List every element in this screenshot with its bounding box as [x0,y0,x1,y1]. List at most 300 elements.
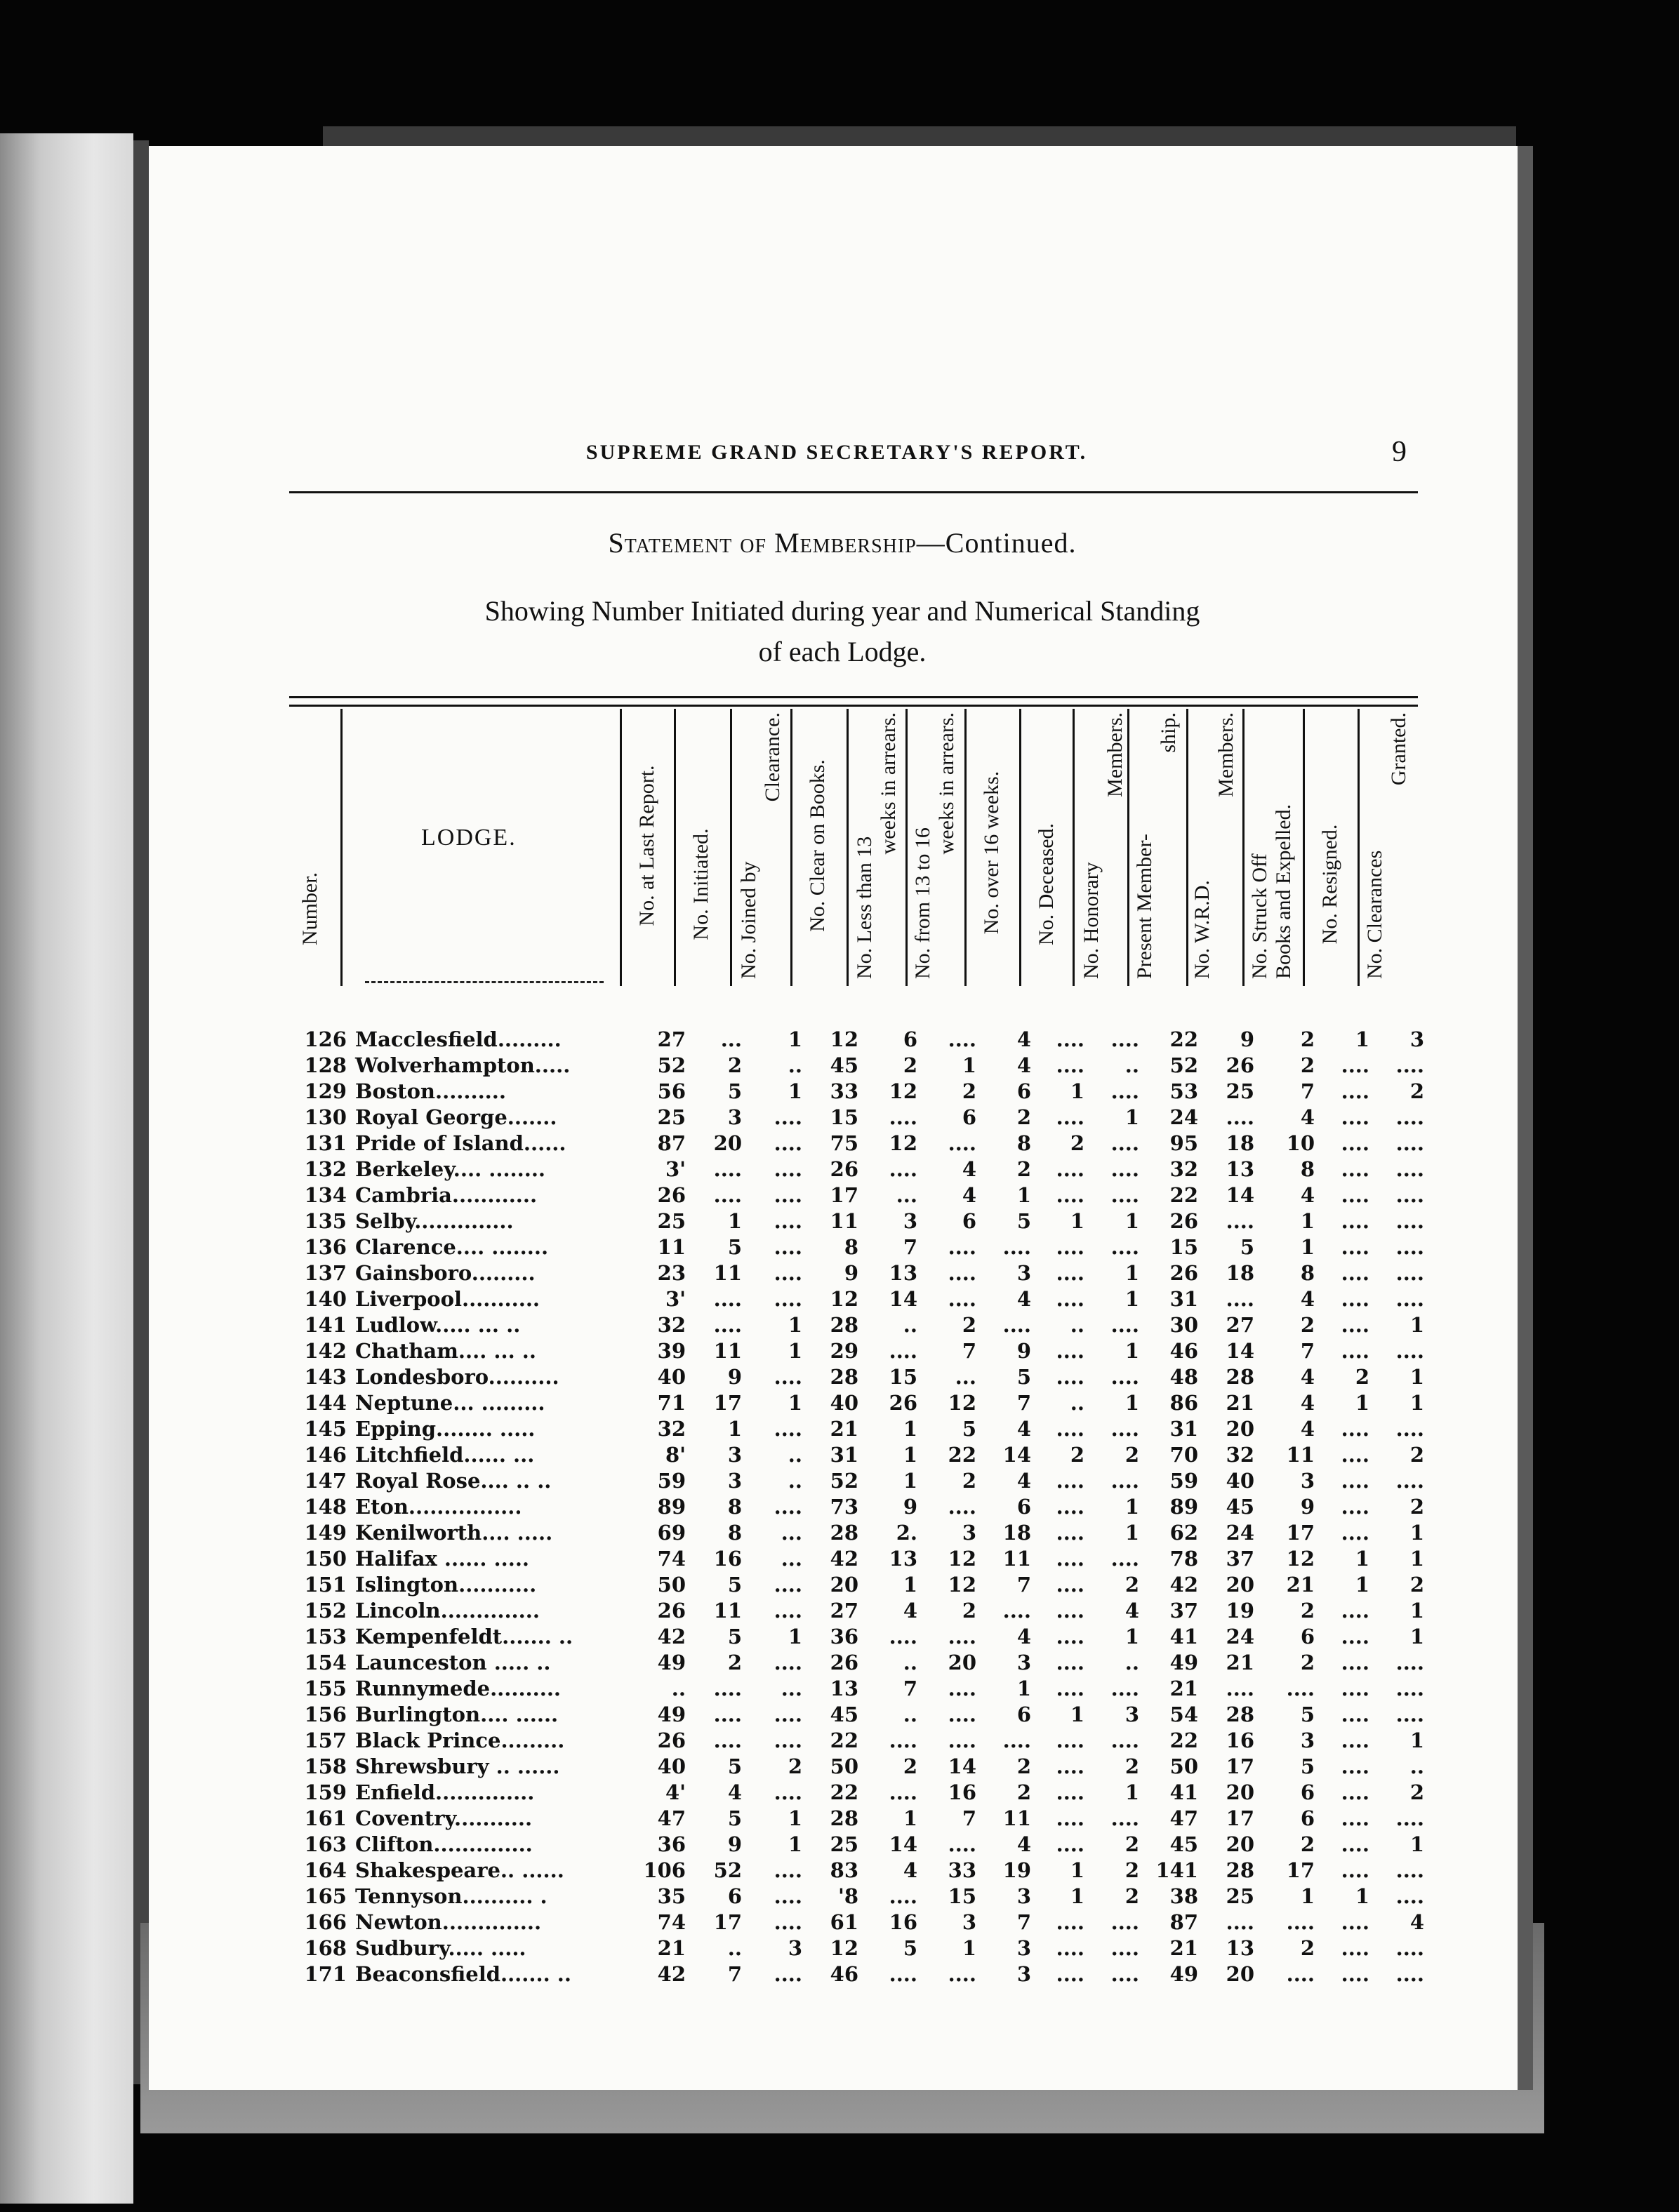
cell-struck: 2 [1300,1599,1315,1623]
lodge-number: 159 [304,1780,347,1804]
cell-init: .... [713,1703,742,1726]
lodge-name: Epping........ ..... [355,1417,536,1441]
cell-hon: 2 [1124,1884,1139,1908]
cell-clr: .... [1395,1651,1424,1674]
cell-pres: 49 [1169,1651,1198,1674]
cell-lt13: .... [889,1105,917,1129]
cell-struck: 8 [1300,1261,1315,1285]
cell-lt13: 13 [889,1261,917,1285]
col-sep [1127,709,1129,986]
table-row [295,1027,1428,1053]
cell-init: 5 [727,1754,742,1778]
cell-lt13: .. [903,1651,917,1674]
cell-pres: 89 [1169,1495,1198,1519]
cell-last: 26 [657,1183,686,1207]
cell-wrd: .... [1226,1209,1254,1233]
cell-pres: 95 [1169,1131,1198,1155]
book-spine [133,140,149,2084]
cell-clr: .... [1395,1157,1424,1181]
lodge-number: 164 [304,1858,347,1882]
cell-clr: .... [1395,1469,1424,1493]
cell-pres: 24 [1169,1105,1198,1129]
header-over-16: No. over 16 weeks. [980,771,1003,935]
cell-clr: .... [1395,1884,1424,1908]
cell-clr: 3 [1409,1027,1424,1051]
cell-pres: 41 [1169,1625,1198,1648]
cell-lt13: 2 [903,1754,917,1778]
cell-last: 49 [657,1703,686,1726]
cell-clr: .... [1395,1183,1424,1207]
cell-pres: 45 [1169,1832,1198,1856]
cell-join: 2 [788,1754,802,1778]
cell-wrd: 40 [1226,1469,1254,1493]
cell-join: .... [774,1703,802,1726]
cell-hon: .. [1124,1053,1139,1077]
cell-wrd: 45 [1226,1495,1254,1519]
table-row [295,1546,1428,1572]
cell-pres: 53 [1169,1079,1198,1103]
cell-init: 11 [713,1261,742,1285]
cell-join: .... [774,1157,802,1181]
cell-o16: 2 [1016,1157,1031,1181]
cell-resig: .... [1341,1832,1369,1856]
header-joined-line2: Clearance. [761,712,784,802]
cell-dec: .... [1056,1157,1084,1181]
header-clearances [1363,712,1411,979]
cell-resig: .... [1341,1339,1369,1363]
cell-last: 40 [657,1365,686,1389]
lodge-number: 150 [304,1547,347,1571]
table-row [295,1234,1428,1260]
cell-clear: 73 [830,1495,858,1519]
header-honorary [1080,712,1127,979]
cell-dec: .... [1056,1573,1084,1597]
cell-o16: 7 [1016,1573,1031,1597]
lodge-name: Shrewsbury .. ...... [355,1754,560,1778]
cell-lt13: 7 [903,1235,917,1259]
table-row [295,1910,1428,1936]
header-rule [289,491,1418,493]
cell-init: 3 [727,1443,742,1467]
lodge-name: Clarence.... ........ [355,1235,549,1259]
cell-lt13: 1 [903,1417,917,1441]
cell-struck: 6 [1300,1625,1315,1648]
cell-clear: 31 [830,1443,858,1467]
cell-struck: 12 [1286,1547,1315,1571]
cell-hon: 1 [1124,1391,1139,1415]
lodge-number: 140 [304,1287,347,1311]
table-row [295,1468,1428,1494]
cell-dec: 1 [1070,1703,1084,1726]
cell-struck: 10 [1286,1131,1315,1155]
lodge-number: 135 [304,1209,347,1233]
cell-dec: .... [1056,1677,1084,1700]
cell-wrd: .... [1226,1105,1254,1129]
cell-pres: 49 [1169,1962,1198,1986]
lodge-name: Neptune... ......... [355,1391,545,1415]
cell-join: 1 [788,1313,802,1337]
cell-lt13: 7 [903,1677,917,1700]
cell-init: 11 [713,1599,742,1623]
cell-resig: .... [1341,1625,1369,1648]
cell-struck: 7 [1300,1339,1315,1363]
cell-clear: 13 [830,1677,858,1700]
lodge-number: 147 [304,1469,347,1493]
cell-join: 1 [788,1339,802,1363]
cell-resig: .... [1341,1261,1369,1285]
lodge-number: 130 [304,1105,347,1129]
cell-clear: 46 [830,1962,858,1986]
cell-wrd: 13 [1226,1936,1254,1960]
table-row [295,1624,1428,1650]
lodge-number: 146 [304,1443,347,1467]
cell-init: 2 [727,1651,742,1674]
cell-last: 35 [657,1884,686,1908]
header-from-line2: weeks in arrears. [935,712,958,855]
cell-lt13: 16 [889,1910,917,1934]
header-struck-line2: Books and Expelled. [1272,804,1295,979]
cell-join: ... [781,1521,802,1545]
cell-dec: .... [1056,1495,1084,1519]
cell-o16: 3 [1016,1651,1031,1674]
cell-init: 17 [713,1391,742,1415]
cell-clear: 20 [830,1573,858,1597]
cell-f13: 7 [962,1806,976,1830]
cell-resig: .... [1341,1079,1369,1103]
cell-clr: .... [1395,1053,1424,1077]
cell-clr: 1 [1409,1625,1424,1648]
cell-pres: 30 [1169,1313,1198,1337]
cell-resig: .... [1341,1599,1369,1623]
cell-last: 39 [657,1339,686,1363]
header-struck-line1: No. Struck Off [1248,853,1271,979]
cell-pres: 31 [1169,1287,1198,1311]
table-top-rule-1 [289,696,1418,698]
cell-lt13: 4 [903,1599,917,1623]
cell-f13: .... [948,1495,976,1519]
table-row [295,1676,1428,1702]
cell-o16: .... [1002,1235,1031,1259]
cell-struck: .... [1286,1910,1315,1934]
cell-clear: 25 [830,1832,858,1856]
cell-o16: 14 [1002,1443,1031,1467]
cell-lt13: 12 [889,1079,917,1103]
cell-last: 106 [643,1858,686,1882]
cell-init: 9 [727,1365,742,1389]
cell-init: 7 [727,1962,742,1986]
cell-o16: 3 [1016,1884,1031,1908]
cell-f13: 12 [948,1573,976,1597]
cell-resig: .... [1341,1313,1369,1337]
cell-dec: .... [1056,1339,1084,1363]
lodge-number: 163 [304,1832,347,1856]
cell-last: 21 [657,1936,686,1960]
lodge-name: Royal Rose.... .. .. [355,1469,552,1493]
cell-dec: .... [1056,1417,1084,1441]
cell-join: 1 [788,1079,802,1103]
cell-wrd: 27 [1226,1313,1254,1337]
cell-init: .... [713,1157,742,1181]
cell-pres: 78 [1169,1547,1198,1571]
lodge-name: Selby.............. [355,1209,514,1233]
lodge-number: 153 [304,1625,347,1648]
cell-dec: .... [1056,1053,1084,1077]
cell-hon: 2 [1124,1443,1139,1467]
cell-resig: .... [1341,1703,1369,1726]
cell-join: 1 [788,1832,802,1856]
cell-init: 52 [713,1858,742,1882]
lodge-number: 165 [304,1884,347,1908]
cell-hon: 1 [1124,1780,1139,1804]
cell-last: 23 [657,1261,686,1285]
cell-wrd: 14 [1226,1183,1254,1207]
cell-clear: 28 [830,1806,858,1830]
statement-title [421,526,1263,559]
cell-struck: 4 [1300,1365,1315,1389]
cell-last: 87 [657,1131,686,1155]
subtitle-line-1: Showing Number Initiated during year and Numerical Standing [484,595,1200,627]
lodge-name: Eton................ [355,1495,522,1519]
cell-lt13: .. [903,1703,917,1726]
cell-dec: .... [1056,1547,1084,1571]
cell-resig: .... [1341,1235,1369,1259]
col-sep [1242,709,1245,986]
cell-o16: 4 [1016,1027,1031,1051]
lodge-number: 141 [304,1313,347,1337]
cell-hon: 2 [1124,1754,1139,1778]
cell-clear: 42 [830,1547,858,1571]
cell-struck: 7 [1300,1079,1315,1103]
cell-lt13: 1 [903,1806,917,1830]
cell-hon: .... [1110,1365,1139,1389]
cell-wrd: 20 [1226,1573,1254,1597]
cell-f13: 4 [962,1157,976,1181]
col-sep [964,709,967,986]
cell-clr: 1 [1409,1728,1424,1752]
cell-clr: .... [1395,1806,1424,1830]
cell-join: ... [781,1547,802,1571]
lodge-name: Enfield.............. [355,1780,535,1804]
cell-join: .. [788,1053,802,1077]
cell-wrd: 25 [1226,1884,1254,1908]
table-row [295,1650,1428,1676]
cell-resig: 2 [1355,1365,1369,1389]
cell-join: .... [774,1962,802,1986]
cell-clear: 12 [830,1027,858,1051]
cell-hon: 1 [1124,1287,1139,1311]
cell-hon: 2 [1124,1832,1139,1856]
cell-init: 3 [727,1469,742,1493]
table-row [295,1520,1428,1546]
cell-last: 8' [665,1443,686,1467]
cell-o16: 4 [1016,1469,1031,1493]
statement-subtitle [372,591,1313,672]
cell-wrd: 37 [1226,1547,1254,1571]
cell-clear: 28 [830,1365,858,1389]
header-present-membership [1133,712,1181,979]
cell-resig: .... [1341,1651,1369,1674]
cell-clr: 2 [1409,1495,1424,1519]
cell-clr: 1 [1409,1313,1424,1337]
lodge-number: 148 [304,1495,347,1519]
cell-lt13: 1 [903,1573,917,1597]
cell-wrd: 21 [1226,1391,1254,1415]
cell-init: 1 [727,1209,742,1233]
cell-wrd: 20 [1226,1962,1254,1986]
cell-hon: 1 [1124,1339,1139,1363]
cell-hon: 2 [1124,1573,1139,1597]
running-head: SUPREME GRAND SECRETARY'S REPORT. [585,441,1088,464]
cell-clr: 1 [1409,1547,1424,1571]
cell-dec: .... [1056,1027,1084,1051]
header-lodge: LODGE. [421,825,517,851]
lodge-name: Kempenfeldt....... .. [355,1625,573,1648]
cell-struck: 4 [1300,1417,1315,1441]
cell-o16: 9 [1016,1339,1031,1363]
col-sep [847,709,849,986]
header-at-last-report: No. at Last Report. [635,765,658,926]
cell-join: .... [774,1884,802,1908]
cell-lt13: 5 [903,1936,917,1960]
cell-o16: 4 [1016,1625,1031,1648]
cell-clr: 1 [1409,1521,1424,1545]
header-less-line1: No. Less than 13 [853,836,876,979]
cell-f13: 12 [948,1391,976,1415]
cell-clear: 28 [830,1313,858,1337]
cell-dec: .. [1070,1313,1084,1337]
cell-last: 40 [657,1754,686,1778]
lodge-name: Pride of Island...... [355,1131,566,1155]
cell-last: .. [671,1677,686,1700]
cell-lt13: .. [903,1313,917,1337]
cell-f13: 2 [962,1313,976,1337]
cell-lt13: 9 [903,1495,917,1519]
cell-f13: 2 [962,1079,976,1103]
cell-o16: .... [1002,1313,1031,1337]
cell-f13: 22 [948,1443,976,1467]
header-clearances-line1: No. Clearances [1363,850,1386,979]
col-sep [730,709,732,986]
cell-dec: .... [1056,1651,1084,1674]
cell-last: 69 [657,1521,686,1545]
cell-wrd: 28 [1226,1703,1254,1726]
cell-f13: 16 [948,1780,976,1804]
cell-clear: 45 [830,1703,858,1726]
cell-lt13: 14 [889,1832,917,1856]
cell-last: 74 [657,1910,686,1934]
cell-last: 42 [657,1962,686,1986]
cell-lt13: .... [889,1884,917,1908]
cell-join: .... [774,1599,802,1623]
cell-last: 25 [657,1209,686,1233]
col-sep [790,709,792,986]
cell-clr: 2 [1409,1079,1424,1103]
col-sep [905,709,908,986]
header-honorary-line1: No. Honorary [1080,862,1103,979]
table-row [295,1260,1428,1286]
cell-clear: 21 [830,1417,858,1441]
cell-init: 5 [727,1573,742,1597]
header-wrd-line2: Members. [1214,712,1237,797]
table-row [295,1936,1428,1961]
cell-lt13: .... [889,1780,917,1804]
lodge-name: Ludlow..... ... .. [355,1313,521,1337]
cell-pres: 52 [1169,1053,1198,1077]
cell-init: .... [713,1287,742,1311]
cell-dec: .... [1056,1365,1084,1389]
cell-last: 25 [657,1105,686,1129]
cell-struck: 2 [1300,1027,1315,1051]
cell-resig: .... [1341,1806,1369,1830]
cell-struck: 2 [1300,1053,1315,1077]
cell-struck: .... [1286,1962,1315,1986]
cell-join: 1 [788,1806,802,1830]
header-present-line2: ship. [1157,712,1180,753]
cell-last: 89 [657,1495,686,1519]
cell-join: .... [774,1858,802,1882]
cell-hon: .... [1110,1677,1139,1700]
cell-resig: .... [1341,1417,1369,1441]
cell-o16: 3 [1016,1936,1031,1960]
cell-init: .... [713,1183,742,1207]
cell-join: .... [774,1261,802,1285]
cell-f13: .... [948,1625,976,1648]
cell-wrd: 20 [1226,1780,1254,1804]
cell-pres: 37 [1169,1599,1198,1623]
lodge-name: Shakespeare.. ...... [355,1858,564,1882]
cell-join: .... [774,1651,802,1674]
table-row [295,1806,1428,1832]
cell-last: 71 [657,1391,686,1415]
cell-clear: 12 [830,1936,858,1960]
cell-init: ... [720,1027,742,1051]
lodge-number: 144 [304,1391,347,1415]
lodge-number: 126 [304,1027,347,1051]
cell-clear: 61 [830,1910,858,1934]
cell-dec: .... [1056,1780,1084,1804]
cell-clear: 83 [830,1858,858,1882]
cell-struck: 6 [1300,1806,1315,1830]
table-row [295,1364,1428,1390]
cell-resig: .... [1341,1053,1369,1077]
cell-struck: 4 [1300,1183,1315,1207]
col-sep [340,709,343,986]
cell-resig: .... [1341,1521,1369,1545]
col-sep [674,709,676,986]
cell-lt13: .... [889,1625,917,1648]
lodge-header-dash [365,981,604,983]
cell-wrd: 14 [1226,1339,1254,1363]
cell-clr: .... [1395,1131,1424,1155]
cell-last: 32 [657,1417,686,1441]
header-joined [737,712,785,979]
cell-resig: .... [1341,1780,1369,1804]
cell-struck: 4 [1300,1287,1315,1311]
cell-init: .... [713,1677,742,1700]
cell-dec: .... [1056,1910,1084,1934]
cell-struck: 2 [1300,1936,1315,1960]
cell-o16: 5 [1016,1365,1031,1389]
lodge-number: 152 [304,1599,347,1623]
cell-lt13: .... [889,1728,917,1752]
cell-resig: .... [1341,1754,1369,1778]
cell-resig: 1 [1355,1027,1369,1051]
cell-pres: 62 [1169,1521,1198,1545]
cell-join: .... [774,1573,802,1597]
col-sep [1358,709,1360,986]
cell-wrd: 20 [1226,1417,1254,1441]
cell-dec: 2 [1070,1131,1084,1155]
